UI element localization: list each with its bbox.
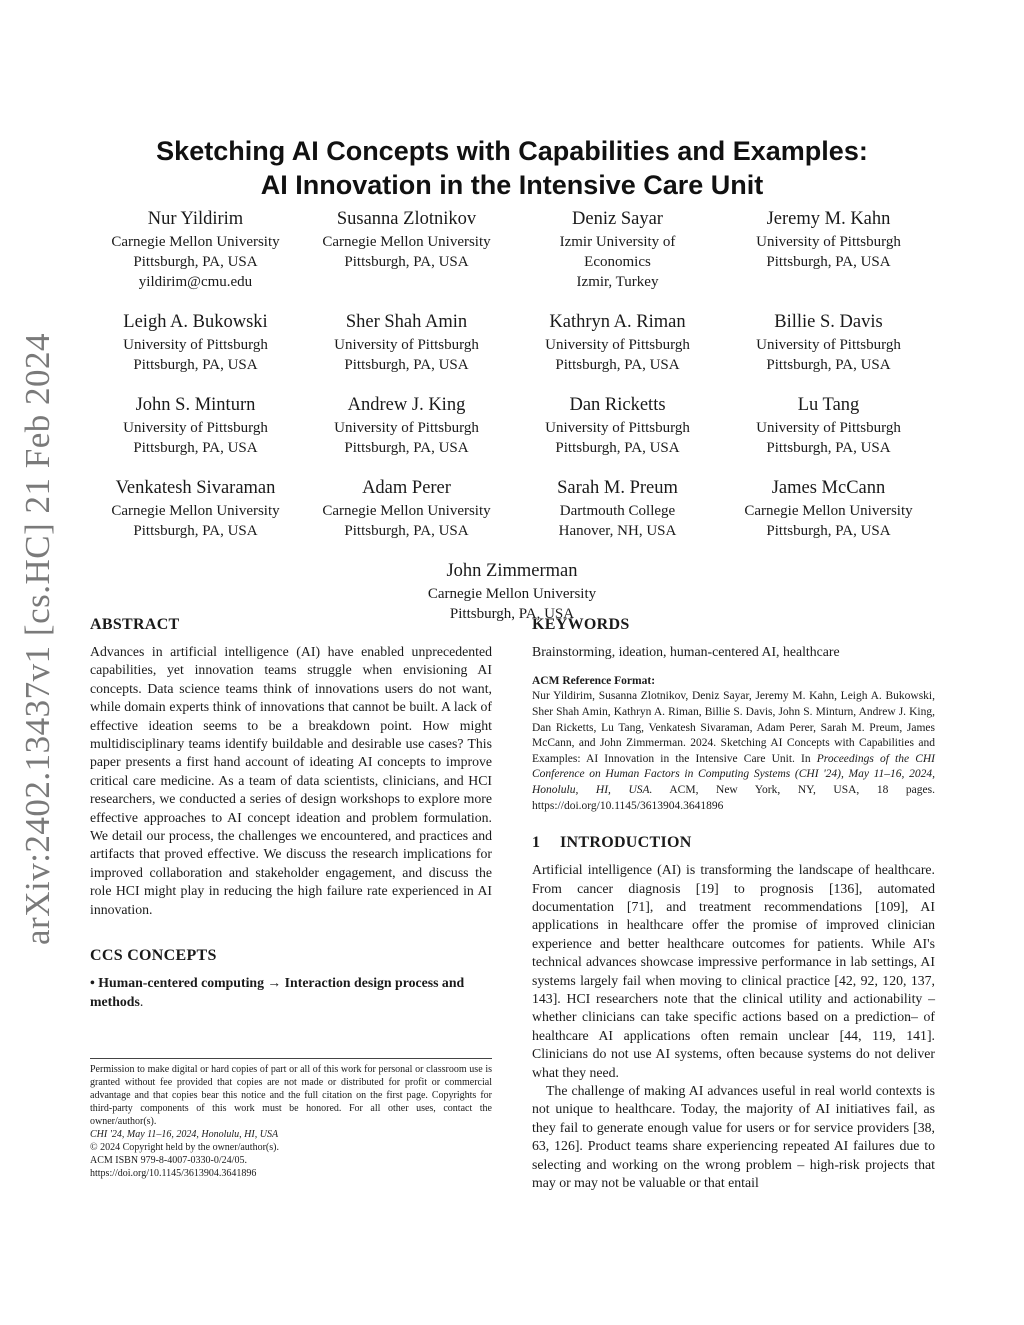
author-location: Pittsburgh, PA, USA: [344, 357, 469, 373]
author-name: Nur Yildirim: [147, 209, 244, 229]
title-line: AI Innovation in the Intensive Care Unit: [260, 170, 764, 200]
author-location: Pittsburgh, PA, USA: [766, 440, 891, 456]
author-affiliation: University of Pittsburgh: [756, 420, 901, 436]
author-affiliation: Dartmouth College: [559, 503, 676, 519]
author-card: [512, 309, 723, 375]
conference-venue: CHI '24, May 11–16, 2024, Honolulu, HI, USA: [90, 1129, 279, 1140]
isbn-line: ACM ISBN 979-8-4007-0330-0/24/05.: [90, 1155, 247, 1166]
ccs-concept-text: Human-centered computing → Interaction design process and methods: [90, 975, 465, 1009]
author-location: Pittsburgh, PA, USA: [133, 440, 258, 456]
author-location: Pittsburgh, PA, USA: [133, 523, 258, 539]
introduction-heading: [532, 832, 935, 854]
right-column: [532, 614, 935, 1192]
author-affiliation: University of Pittsburgh: [123, 337, 268, 353]
author-name: John S. Minturn: [135, 395, 256, 415]
copyright-footnote: [90, 1058, 492, 1180]
author-name: Sher Shah Amin: [345, 312, 468, 332]
author-card: [301, 309, 512, 375]
author-card: [723, 392, 934, 458]
author-location: Izmir, Turkey: [576, 274, 659, 290]
author-row: [90, 475, 934, 541]
author-card: [301, 206, 512, 292]
author-location: Pittsburgh, PA, USA: [766, 523, 891, 539]
keywords-heading: KEYWORDS: [532, 616, 630, 633]
reference-authors: Nur Yildirim, Susanna Zlotnikov, Deniz Sayar, Jeremy M. Kahn, Leigh A. Bukowski, Sher Shah Amin, Kathryn A. Riman, Billie S. Davis, John S. Minturn, Andrew J. King, Dan Ricketts, Lu Tang, Venkatesh Sivaraman, Adam Perer, Sarah M. Preum, James McCann, and John Zimmerman. 2024. Sketching AI Concepts with Capabilities and Examples: AI Innovation in the Intensive Care Unit. In: [532, 690, 935, 765]
ccs-period: .: [139, 993, 144, 1009]
ccs-bullet: •: [90, 975, 95, 991]
left-column: [90, 614, 492, 1011]
reference-publisher: ACM, New York, NY, USA, 18 pages. https://doi.org/10.1145/3613904.3641896: [532, 783, 935, 812]
section-number: 1: [532, 834, 541, 852]
author-row: [90, 309, 934, 375]
author-location: Pittsburgh, PA, USA: [133, 357, 258, 373]
author-location: Pittsburgh, PA, USA: [555, 440, 680, 456]
author-affiliation: Carnegie Mellon University: [427, 586, 597, 602]
author-card: [512, 475, 723, 541]
author-name: Venkatesh Sivaraman: [115, 478, 276, 498]
copyright-line: © 2024 Copyright held by the owner/author(s).: [90, 1142, 279, 1153]
author-card: [90, 206, 301, 292]
author-location: Pittsburgh, PA, USA: [344, 254, 469, 270]
author-location: Pittsburgh, PA, USA: [766, 254, 891, 270]
author-card: [301, 475, 512, 541]
abstract-text: Advances in artificial intelligence (AI) have enabled unprecedented capabilities, yet innovation teams struggle when envisioning AI concepts. Data science teams think of innovations users do not want, while domain experts think of innovations that cannot be built. A lack of effective ideation seems to be a breakdown point. How might multidisciplinary teams identify buildable and desirable use cases? This paper presents a first hand account of ideating AI concepts to improve critical care medicine. As a team of data scientists, clinicians, and HCI researchers, we conducted a series of design workshops to explore more effective approaches to AI concept ideation and problem formulation. We detail our process, the challenges we encountered, and practices and artifacts that proved effective. We discuss the research implications for improved collaboration and stakeholder engagement, and discuss the role HCI might play in reducing the high failure rate experienced in AI innovation.: [90, 644, 492, 917]
author-name: Deniz Sayar: [572, 209, 663, 229]
author-affiliation: University of Pittsburgh: [334, 420, 479, 436]
author-affiliation: University of Pittsburgh: [334, 337, 479, 353]
author-name: James McCann: [771, 478, 886, 498]
author-card: [723, 206, 934, 292]
author-affiliation: Carnegie Mellon University: [111, 234, 280, 250]
ccs-heading: CCS CONCEPTS: [90, 947, 217, 965]
author-card: [723, 309, 934, 375]
author-name: Sarah M. Preum: [557, 478, 678, 498]
author-affiliation: University of Pittsburgh: [123, 420, 268, 436]
author-row: [90, 206, 934, 292]
author-card: [301, 392, 512, 458]
author-affiliation: University of Pittsburgh: [756, 337, 901, 353]
author-name: Susanna Zlotnikov: [336, 209, 477, 229]
doi-link[interactable]: https://doi.org/10.1145/3613904.3641896: [90, 1168, 257, 1179]
section-title: INTRODUCTION: [560, 834, 692, 852]
author-location: Hanover, NH, USA: [558, 523, 677, 539]
author-name: Adam Perer: [362, 478, 451, 498]
author-affiliation: Carnegie Mellon University: [322, 503, 491, 519]
author-card: [90, 392, 301, 458]
author-card: [90, 309, 301, 375]
author-affiliation: University of Pittsburgh: [756, 234, 901, 250]
title-line: Sketching AI Concepts with Capabilities and Examples:: [156, 136, 868, 166]
author-row: [90, 392, 934, 458]
author-affiliation: University of Pittsburgh: [545, 420, 690, 436]
author-card: [90, 475, 301, 541]
author-affiliation: Economics: [584, 254, 651, 270]
acm-reference-heading: ACM Reference Format:: [532, 675, 656, 688]
footnote-rule: [90, 1058, 492, 1059]
author-affiliation: Izmir University of: [559, 234, 676, 250]
author-email: yildirim@cmu.edu: [138, 274, 253, 290]
abstract-heading: ABSTRACT: [90, 616, 180, 633]
author-location: Pittsburgh, PA, USA: [344, 523, 469, 539]
author-affiliation: Carnegie Mellon University: [744, 503, 913, 519]
author-affiliation: University of Pittsburgh: [545, 337, 690, 353]
author-name: Billie S. Davis: [774, 312, 883, 332]
author-name: Lu Tang: [797, 395, 860, 415]
author-name: Andrew J. King: [347, 395, 466, 415]
author-location: Pittsburgh, PA, USA: [344, 440, 469, 456]
author-name: Jeremy M. Kahn: [766, 209, 891, 229]
intro-paragraph: The challenge of making AI advances useful in real world contexts is not unique to healthcare. Today, the majority of AI initiatives fail, as they fail to generate enough value for users or for service providers [38, 63, 126]. Product teams share experiencing repeated AI failures due to selecting and working on the wrong problem – high-risk projects that may or may not be valuable or that entail: [532, 1083, 935, 1191]
author-name: Dan Ricketts: [569, 395, 666, 415]
author-name: John Zimmerman: [446, 561, 578, 581]
acm-reference-text: [532, 689, 935, 814]
reference-proceedings: Proceedings of the CHI Conference on Human Factors in Computing Systems (CHI '24), May 11–16, 2024, Honolulu, HI, USA.: [532, 752, 936, 796]
author-block: [90, 206, 934, 641]
author-location: Pittsburgh, PA, USA: [766, 357, 891, 373]
author-card: [512, 206, 723, 292]
author-location: Pittsburgh, PA, USA: [133, 254, 258, 270]
paper-title: [90, 134, 934, 202]
author-name: Kathryn A. Riman: [549, 312, 686, 332]
arxiv-identifier: arXiv:2402.13437v1 [cs.HC] 21 Feb 2024: [18, 332, 57, 945]
ccs-concept: [90, 974, 492, 1011]
author-location: Pittsburgh, PA, USA: [449, 606, 575, 622]
author-location: Pittsburgh, PA, USA: [555, 357, 680, 373]
intro-paragraph: Artificial intelligence (AI) is transforming the landscape of healthcare. From cancer diagnosis [19] to prognosis [136], automated documentation [71], and treatment recommendations [109], AI applications in healthcare offer the promise of improved clinician experience and better healthcare outcomes for patients. While AI's technical advances showcase impressive performance in lab settings, AI systems largely fail when moving to clinical practice [42, 92, 120, 137, 143]. HCI researchers note that the clinical utility and actionability –whether clinicians can take specific actions based on a prediction– of healthcare AI applications often remain unclear [44, 119, 141]. Clinicians do not use AI systems, often because systems do not deliver what they need.: [532, 862, 935, 1080]
author-affiliation: Carnegie Mellon University: [111, 503, 280, 519]
author-card: [723, 475, 934, 541]
keywords-text: Brainstorming, ideation, human-centered AI, healthcare: [532, 644, 840, 659]
author-card: [512, 392, 723, 458]
permission-notice: Permission to make digital or hard copies of part or all of this work for personal or classroom use is granted without fee provided that copies are not made or distributed for profit or commercial advantage and that copies bear this notice and the full citation on the first page. Copyrights for third-party components of this work must be honored. For all other uses, contact the owner/author(s).: [90, 1064, 492, 1127]
author-affiliation: Carnegie Mellon University: [322, 234, 491, 250]
author-name: Leigh A. Bukowski: [123, 312, 268, 332]
